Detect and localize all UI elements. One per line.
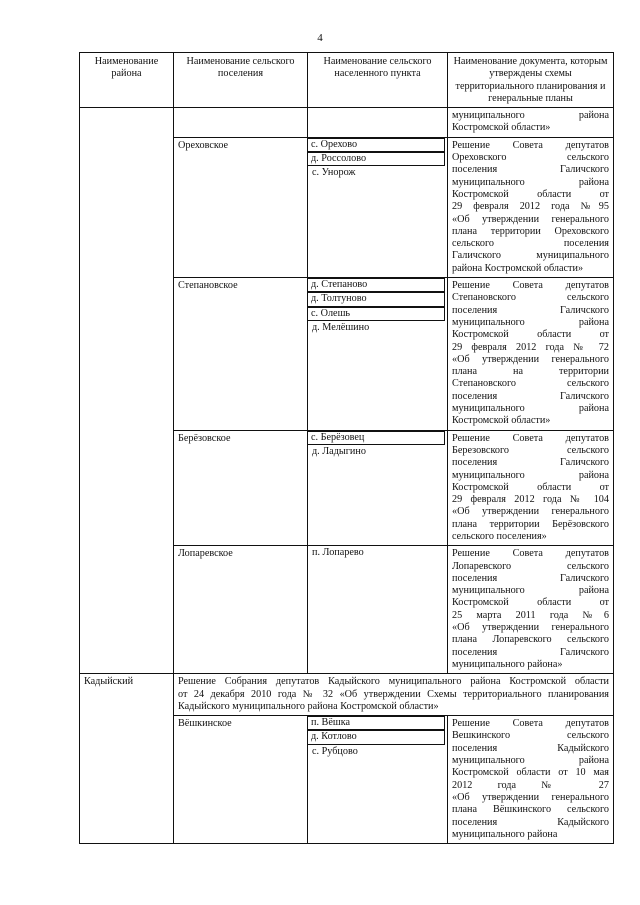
text-line: Решение Совета депутатов [452,280,609,292]
text-line: Решение Совета депутатов [452,548,609,560]
text-line: Кадыйского муниципального района Костромской области» [178,700,439,712]
text-line: Степановского сельского [452,378,609,390]
document-cell [448,430,614,546]
text-line: поселения Галичского [452,164,609,176]
locality-item: с. Олешь [307,307,445,321]
document-cell [448,137,614,277]
settlement-name: Вёшкинское [174,716,308,844]
header-rural-settlement: Наименование сельского поселения [174,53,308,108]
settlement-name: Берёзовское [174,430,308,546]
text-line: сельского поселения» [452,530,547,542]
continuation-row [80,108,614,138]
text-line: Костромской области от 10 мая [452,767,609,779]
settlement-cell-empty [174,108,308,138]
text-line: Решение Собрания депутатов Кадыйского муниципального района Костромской области [178,676,609,688]
text-line: плана Лопаревского сельского [452,634,609,646]
text-line: Костромской области от [452,597,609,609]
district-decision-text [174,674,613,715]
text-line: 29 февраля 2012 года №95 [452,201,609,213]
text-line: Вешкинского сельского [452,730,609,742]
district-decision-cell [174,674,614,716]
district-cell-kadyisky: Кадыйский [80,674,174,844]
text-line: Березовского сельского [452,444,609,456]
header-district: Наименование района [80,53,174,108]
text-line: Костромской области» [452,122,551,134]
locality-list [308,716,448,844]
text-line: муниципального района [452,469,609,481]
text-line: поселения Галичского [452,572,609,584]
document-cell [448,716,614,844]
text-line: Костромской области от [452,329,609,341]
locality-item: д. Россолово [307,152,445,166]
text-line: Ореховского сельского [452,152,609,164]
locality-list [308,137,448,277]
text-line: муниципального района [452,316,609,328]
text-line: муниципального района [452,828,558,840]
text-line: плана Вёшкинского сельского [452,804,609,816]
locality-item: п. Лопарево [312,547,364,559]
settlement-name: Ореховское [174,137,308,277]
locality-list [308,278,448,431]
text-line: «Об утверждении генерального [452,213,609,225]
text-line: «Об утверждении генерального [452,622,609,634]
locality-list [308,546,448,674]
table-row-kadyisky-decision [80,674,614,716]
page-number: 4 [317,32,323,44]
text-line: 29 февраля 2012 года № 72 [452,341,609,353]
text-line: плана территории Берёзовского [452,518,609,530]
text-line: муниципального района [452,110,609,122]
text-line: Решение Совета депутатов [452,139,609,151]
text-line: Решение Совета депутатов [452,432,609,444]
text-line: плана территории Ореховского [452,225,609,237]
locality-item: с. Берёзовец [307,431,445,445]
text-line: муниципального района [452,403,609,415]
plans-table [79,52,614,844]
locality-item: д. Мелёшино [312,321,370,333]
locality-item: д. Толтуново [307,292,445,306]
text-line: Костромской области от [452,188,609,200]
document-cell [448,278,614,431]
locality-item: д. Ладыгино [312,445,366,457]
text-line: района Костромской области» [452,262,584,274]
text-line: «Об утверждении генерального [452,791,609,803]
header-locality: Наименование сельского населенного пункта [308,53,448,108]
text-line: муниципального района [452,176,609,188]
document-cell-continuation [448,108,614,138]
text-line: Костромской области» [452,415,551,427]
locality-item: с. Унорож [312,167,356,179]
text-line: Решение Совета депутатов [452,718,609,730]
text-line: поселения Галичского [452,646,609,658]
text-line: 25 марта 2011 года №6 [452,609,609,621]
text-line: 29 февраля 2012 года № 104 [452,494,609,506]
settlement-name: Лопаревское [174,546,308,674]
doc-lines-continuation [448,108,613,137]
document-cell [448,546,614,674]
settlement-name: Степановское [174,278,308,431]
text-line: Лопаревского сельского [452,560,609,572]
locality-item: д. Степаново [307,278,445,292]
text-line: 2012 года № 27 [452,779,609,791]
locality-item: п. Вёшка [307,716,445,730]
locality-list [308,430,448,546]
locality-item: с. Орехово [307,138,445,152]
district-cell-galich [80,108,174,674]
text-line: поселения Кадыйского [452,816,609,828]
text-line: муниципального района [452,755,609,767]
locality-cell-empty [308,108,448,138]
text-line: сельского поселения [452,238,609,250]
text-line: Галичского муниципального [452,250,609,262]
text-line: Степановского сельского [452,292,609,304]
text-line: от 24 декабря 2010 года № 32 «Об утверждении Схемы территориального планирования [178,688,609,700]
text-line: поселения Галичского [452,457,609,469]
text-line: муниципального района» [452,658,563,670]
text-line: плана на территории [452,366,609,378]
header-document: Наименование документа, которым утверждены схемы территориального планирования и генеральные планы [448,53,614,108]
text-line: «Об утверждении генерального [452,353,609,365]
text-line: муниципального района [452,585,609,597]
text-line: Костромской области от [452,481,609,493]
header-row [80,53,614,108]
locality-item: д. Котлово [307,730,445,744]
locality-item: с. Рубцово [312,745,358,757]
text-line: поселения Галичского [452,304,609,316]
text-line: поселения Кадыйского [452,742,609,754]
text-line: поселения Галичского [452,390,609,402]
text-line: «Об утверждении генерального [452,506,609,518]
